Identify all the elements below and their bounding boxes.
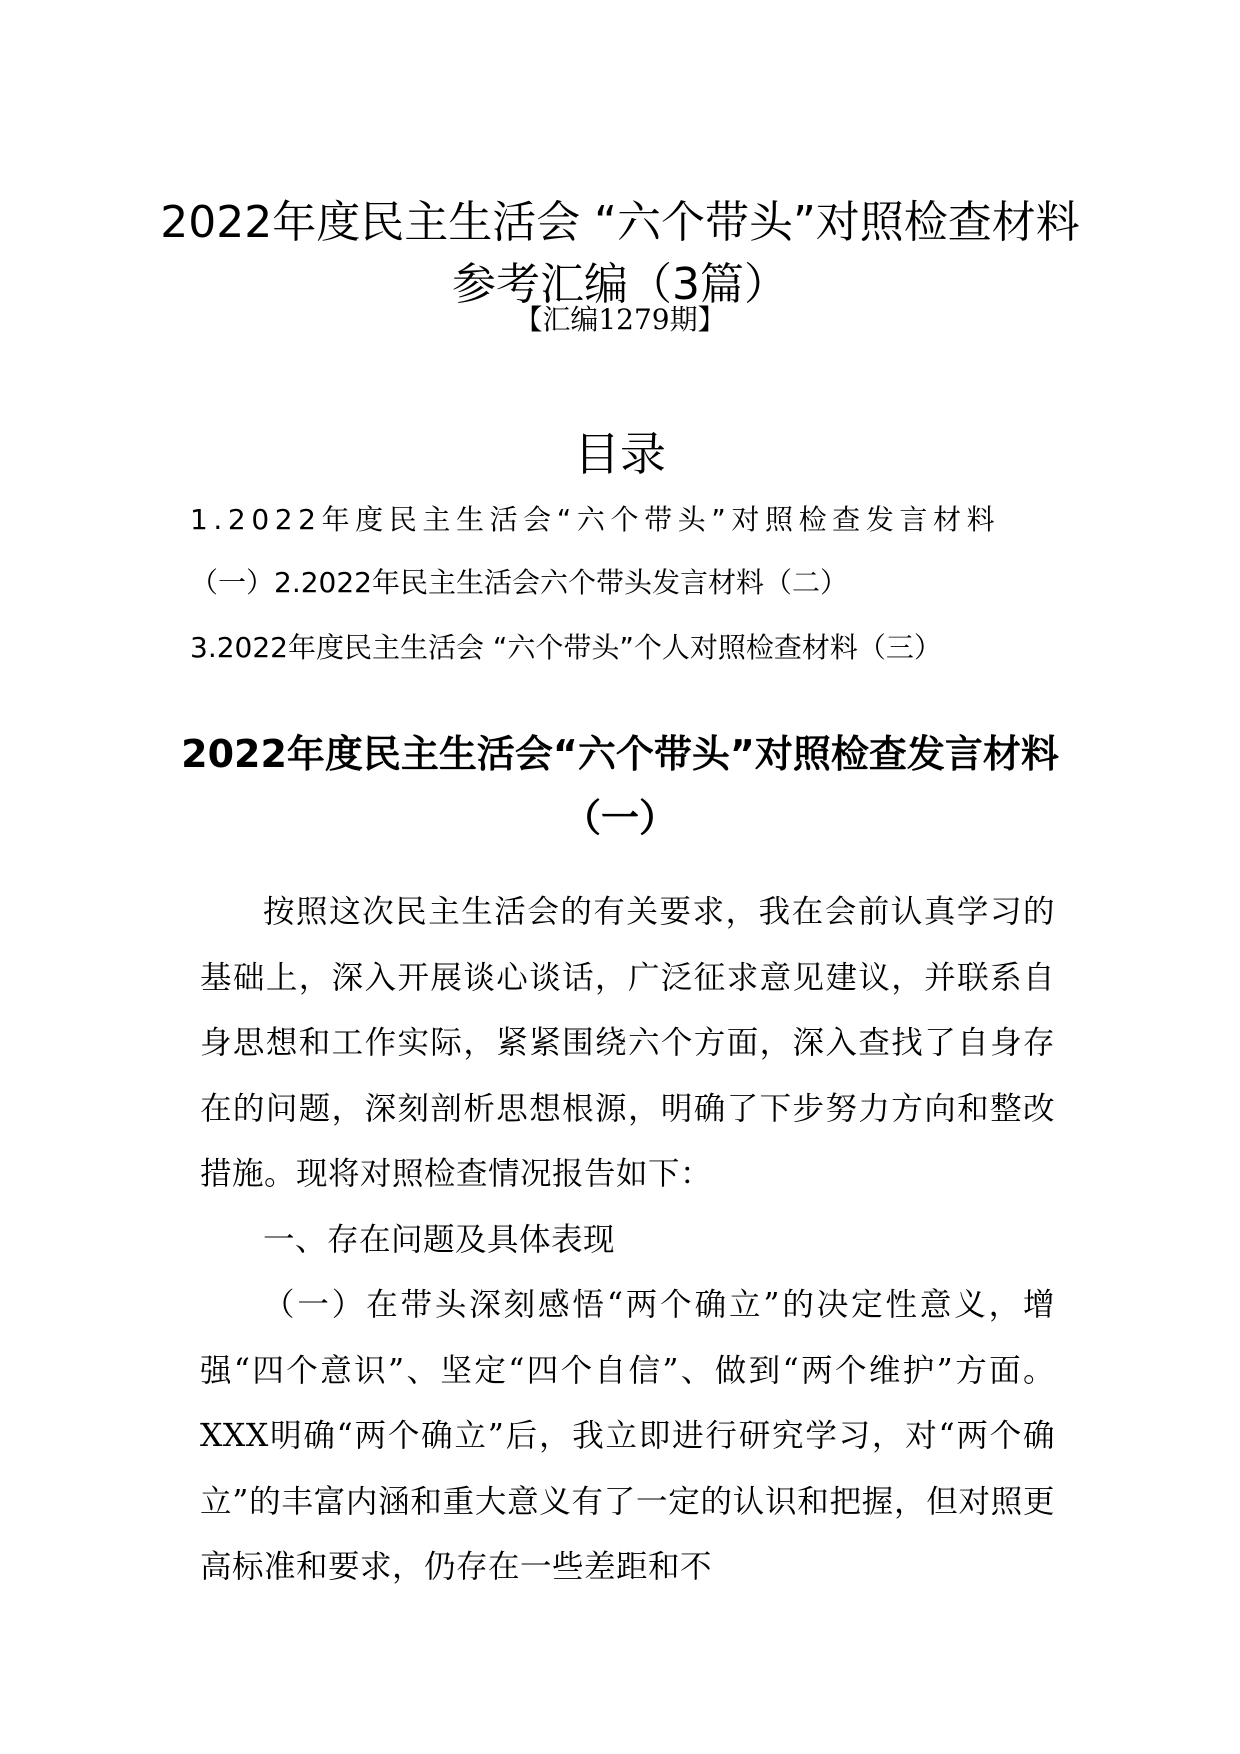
paragraph-point-1: （一）在带头深刻感悟“两个确立”的决定性意义，增强“四个意识”、坚定“四个自信”、做到“两个维护”方面。XXX明确“两个确立”后，我立即进行研究学习，对“两个确立”的丰富内涵和重大意义有了一定的认识和把握，但对照更高标准和要求，仍存在一些差距和不	[200, 1287, 1055, 1585]
toc-line-3: 3.2022年度民主生活会 “六个带头”个人对照检查材料（三）	[190, 631, 942, 664]
article-body	[200, 880, 1055, 1601]
article-title: 2022年度民主生活会“六个带头”对照检查发言材料（一）	[181, 731, 1059, 840]
toc-line-2: （一）2.2022年民主生活会六个带头发言材料（二）	[190, 566, 848, 599]
main-title: 2022年度民主生活会 “六个带头”对照检查材料参考汇编（3篇）	[160, 197, 1080, 311]
issue-label: 【汇编1279期】	[514, 303, 726, 336]
section-heading: 一、存在问题及具体表现	[263, 1221, 616, 1258]
toc-line-1: 1.2022年度民主生活会“六个带头”对照检查发言材料	[190, 503, 1001, 536]
toc-heading: 目录	[574, 427, 666, 481]
paragraph-intro: 按照这次民主生活会的有关要求，我在会前认真学习的基础上，深入开展谈心谈话，广泛征求意见建议，并联系自身思想和工作实际，紧紧围绕六个方面，深入查找了自身存在的问题，深刻剖析思想根源，明确了下步努力方向和整改措施。现将对照检查情况报告如下：	[200, 894, 1055, 1192]
